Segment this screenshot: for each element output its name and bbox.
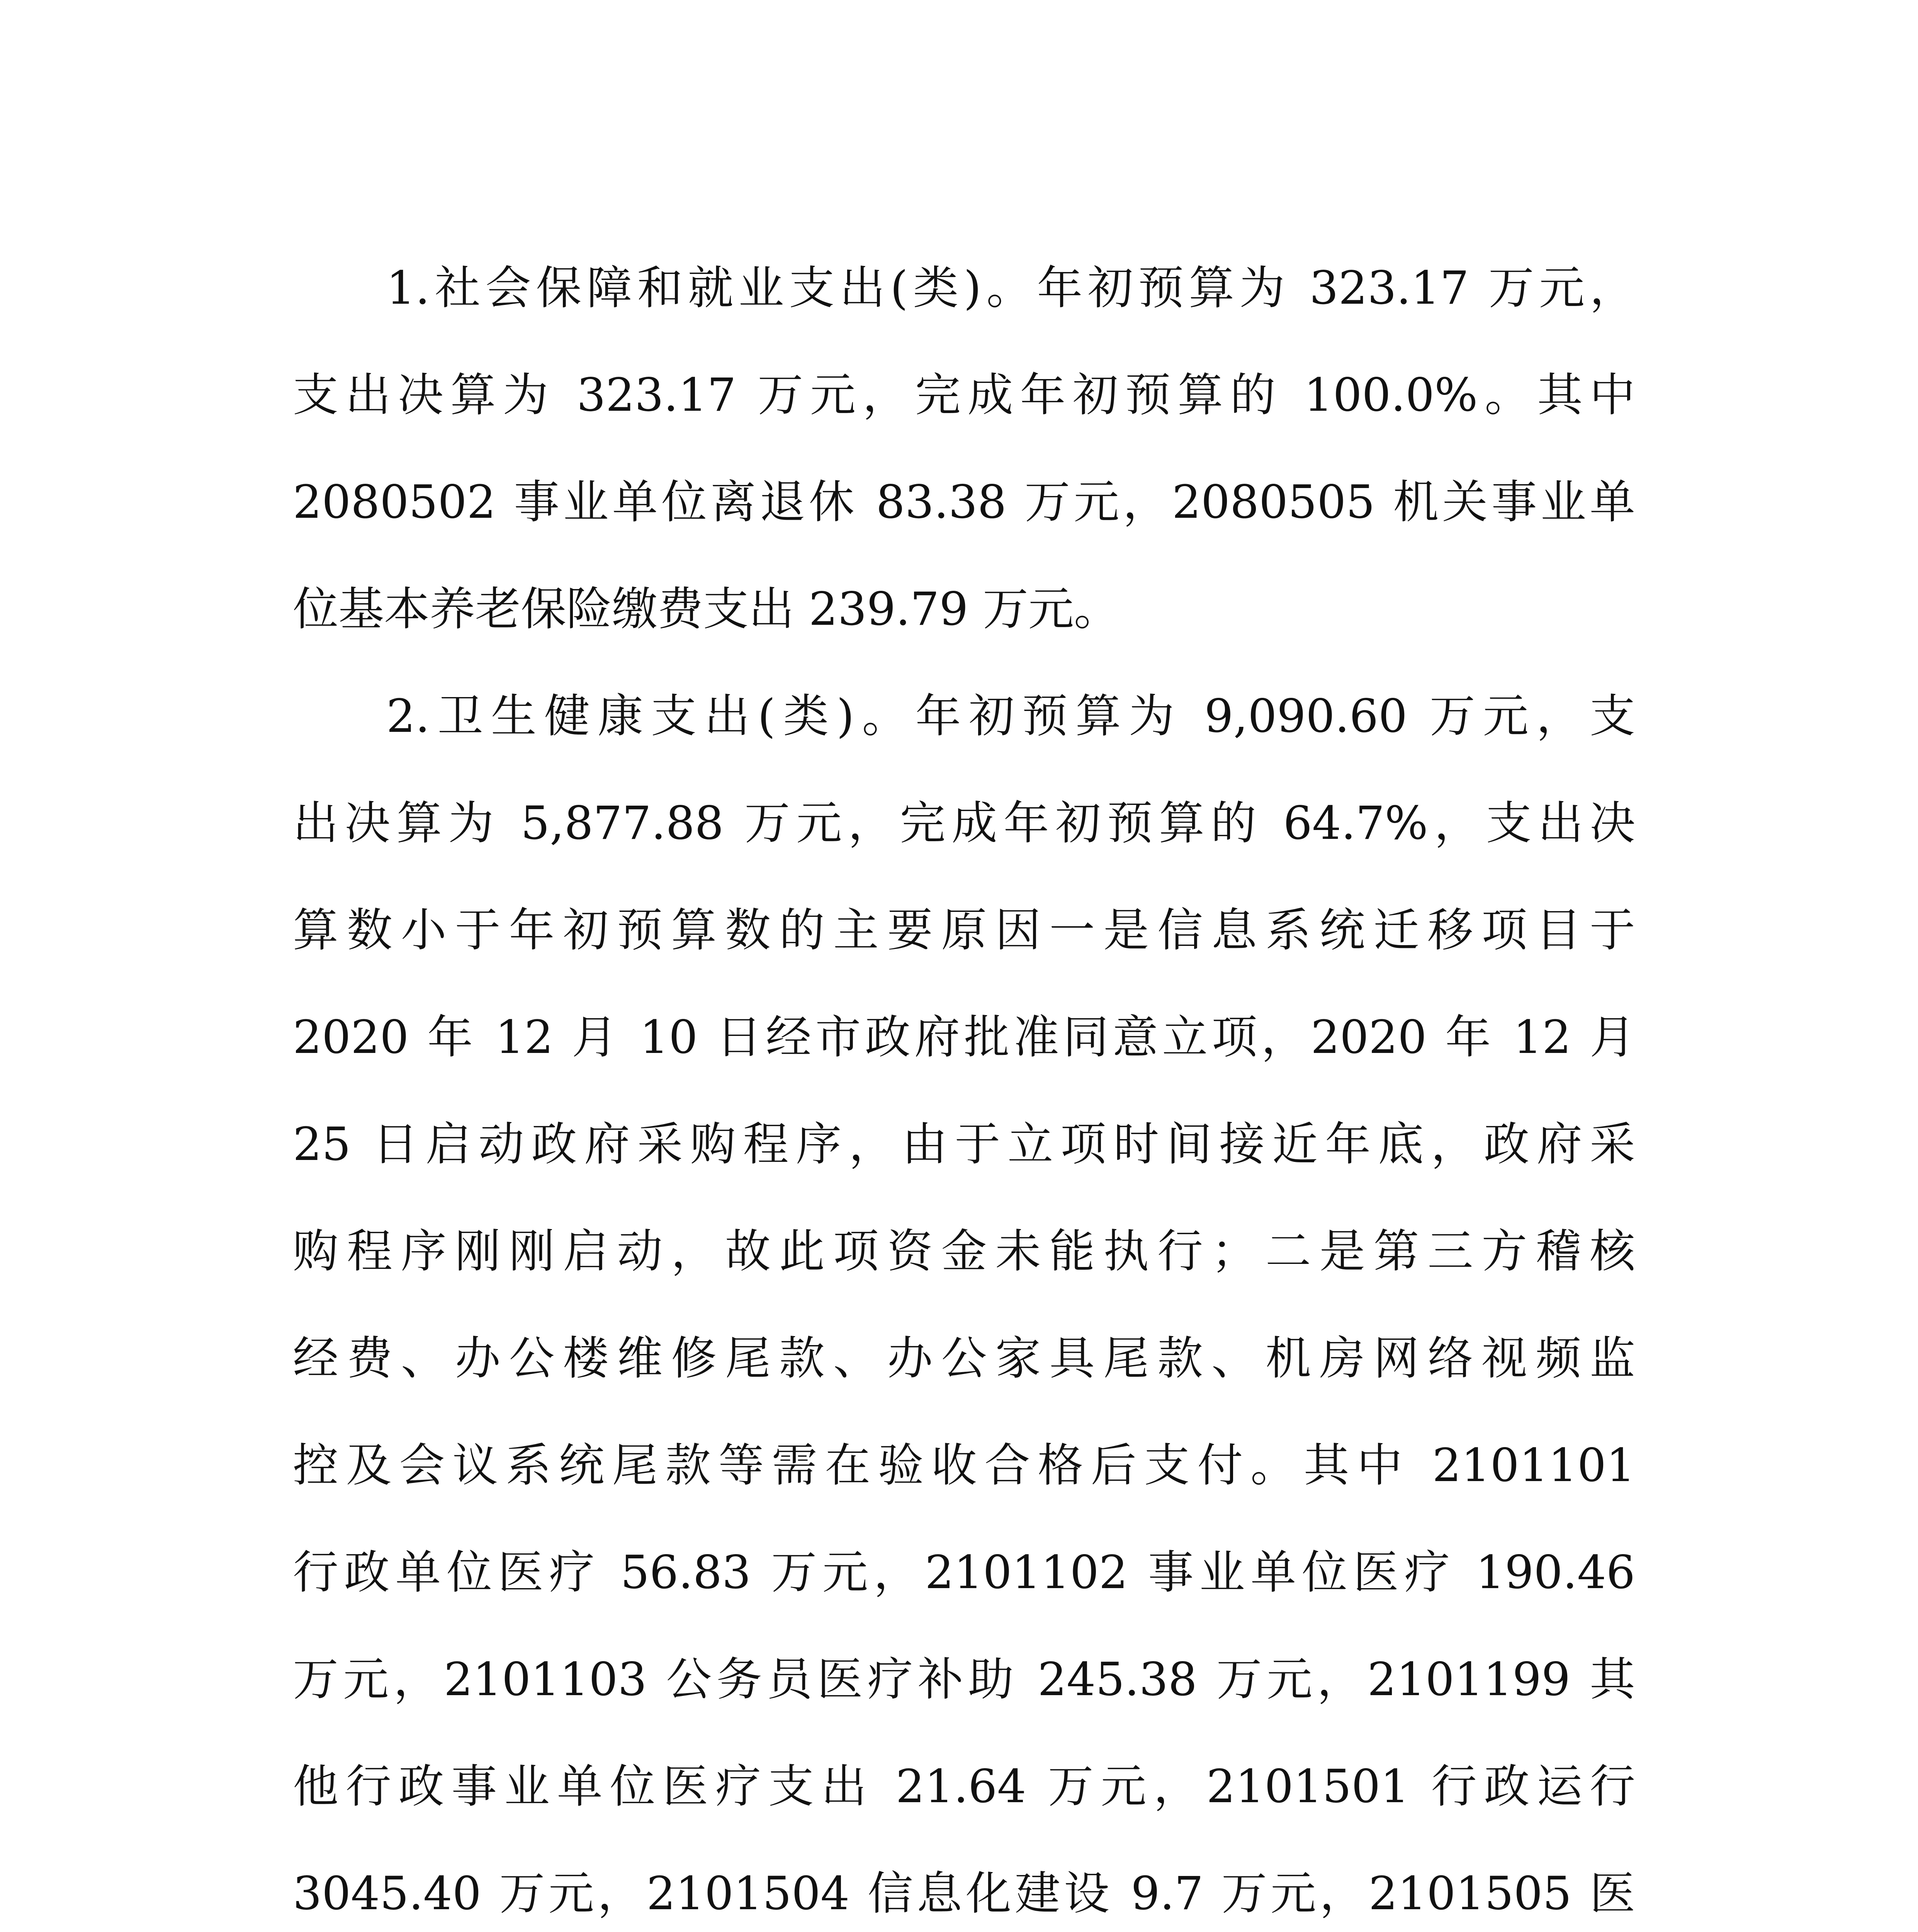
paragraph-2-line-2: 出决算为 5,877.88 万元，完成年初预算的 64.7%，支出决 (293, 796, 1635, 850)
paragraph-2-line-3: 算数小于年初预算数的主要原因一是信息系统迁移项目于 (293, 903, 1635, 957)
paragraph-2-line-8: 控及会议系统尾款等需在验收合格后支付。其中 2101101 (293, 1439, 1635, 1492)
paragraph-1-line-2: 支出决算为 323.17 万元，完成年初预算的 100.0%。其中 (293, 368, 1635, 422)
paragraph-1-line-4: 位基本养老保险缴费支出 239.79 万元。 (293, 582, 1120, 636)
paragraph-2-line-7: 经费、办公楼维修尾款、办公家具尾款、机房网络视频监 (293, 1332, 1635, 1385)
paragraph-2-line-4: 2020 年 12 月 10 日经市政府批准同意立项，2020 年 12 月 (293, 1010, 1635, 1064)
paragraph-2-line-11: 他行政事业单位医疗支出 21.64 万元，2101501 行政运行 (293, 1760, 1635, 1813)
paragraph-2-line-10: 万元，2101103 公务员医疗补助 245.38 万元，2101199 其 (293, 1653, 1635, 1706)
paragraph-2-line-6: 购程序刚刚启动，故此项资金未能执行；二是第三方稽核 (293, 1225, 1635, 1278)
paragraph-2-line-9: 行政单位医疗 56.83 万元，2101102 事业单位医疗 190.46 (293, 1546, 1635, 1599)
paragraph-1-line-3: 2080502 事业单位离退休 83.38 万元，2080505 机关事业单 (293, 475, 1635, 529)
paragraph-2-line-1: 2.卫生健康支出(类)。年初预算为 9,090.60 万元，支 (386, 689, 1635, 743)
paragraph-2-line-12: 3045.40 万元，2101504 信息化建设 9.7 万元，2101505 医 (293, 1867, 1635, 1920)
paragraph-2-line-5: 25 日启动政府采购程序，由于立项时间接近年底，政府采 (293, 1117, 1635, 1171)
paragraph-1-line-1: 1.社会保障和就业支出(类)。年初预算为 323.17 万元， (386, 261, 1635, 315)
